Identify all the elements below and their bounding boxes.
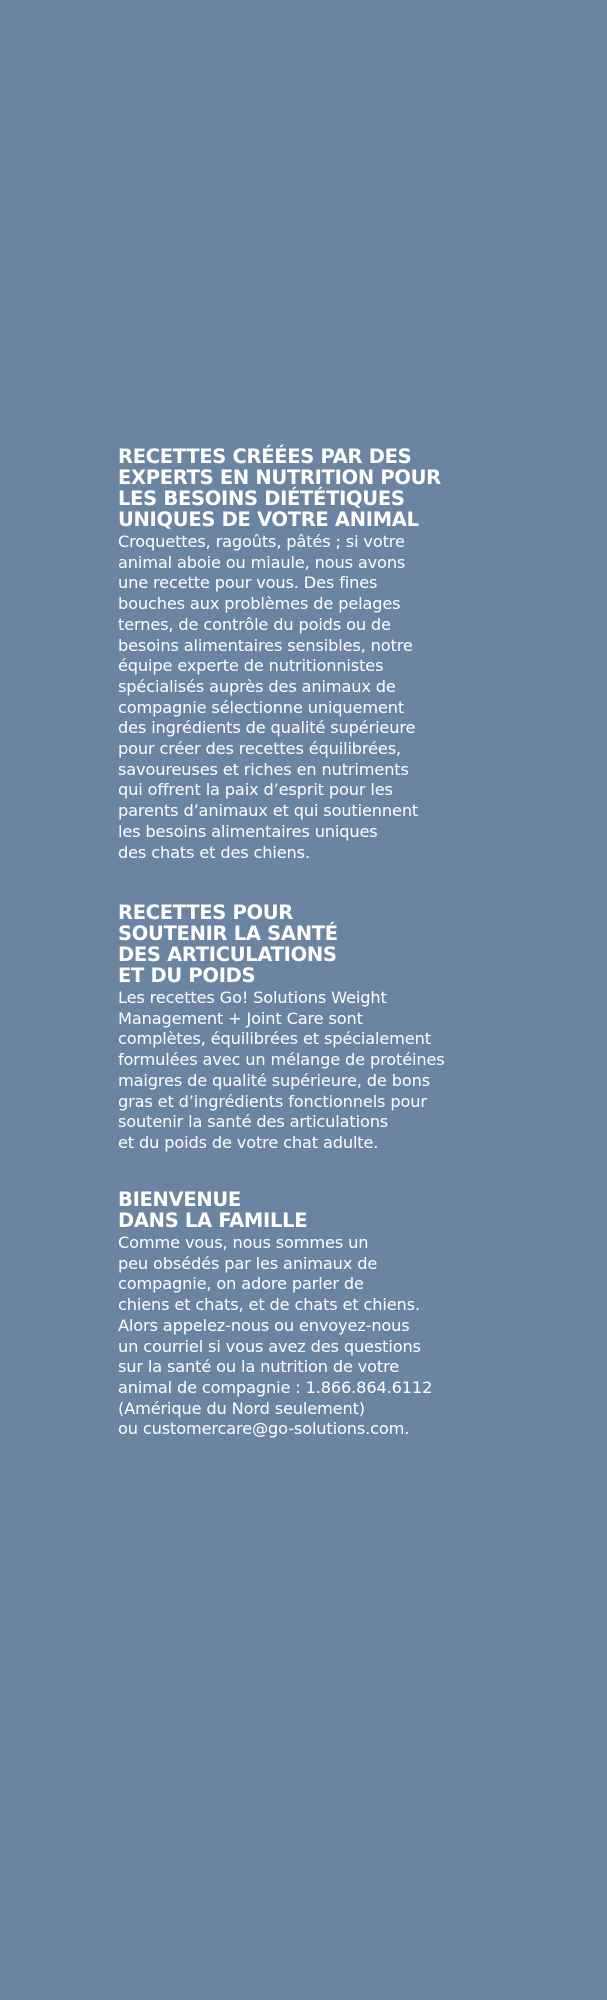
body-line: équipe experte de nutritionnistes <box>118 656 384 676</box>
body-line: maigres de qualité supérieure, de bons <box>118 1070 430 1090</box>
body-line: sur la santé ou la nutrition de votre <box>118 1357 400 1377</box>
body-line: compagnie sélectionne uniquement <box>118 697 405 717</box>
section-heading <box>118 446 598 530</box>
heading-line: ET DU POIDS <box>118 964 256 987</box>
heading-line: RECETTES CRÉÉES PAR DES <box>118 445 412 468</box>
body-line: un courriel si vous avez des questions <box>118 1336 421 1356</box>
body-line: pour créer des recettes équilibrées, <box>118 739 401 759</box>
body-line: savoureuses et riches en nutriments <box>118 759 409 779</box>
heading-line: BIENVENUE <box>118 1188 241 1211</box>
section-joint-weight <box>118 902 445 1154</box>
section-body <box>118 988 445 1154</box>
body-line: (Amérique du Nord seulement) <box>118 1398 365 1418</box>
body-line: animal de compagnie : 1.866.864.6112 <box>118 1377 433 1397</box>
body-line: formulées avec un mélange de protéines <box>118 1050 445 1070</box>
body-line: animal aboie ou miaule, nous avons <box>118 552 406 572</box>
body-line: bouches aux problèmes de pelages <box>118 594 401 614</box>
body-line: ou customercare@go-solutions.com. <box>118 1419 410 1439</box>
body-line: soutenir la santé des articulations <box>118 1112 389 1132</box>
heading-line: EXPERTS EN NUTRITION POUR <box>118 466 441 489</box>
body-line: compagnie, on adore parler de <box>118 1274 364 1294</box>
heading-line: RECETTES POUR <box>118 901 293 924</box>
body-line: gras et d’ingrédients fonctionnels pour <box>118 1091 427 1111</box>
body-line: besoins alimentaires sensibles, notre <box>118 635 413 655</box>
body-line: qui offrent la paix d’esprit pour les <box>118 780 393 800</box>
body-line: spécialisés auprès des animaux de <box>118 676 396 696</box>
section-expert-recipes <box>118 446 598 863</box>
body-line: Alors appelez-nous ou envoyez-nous <box>118 1315 410 1335</box>
body-line: Comme vous, nous sommes un <box>118 1233 369 1252</box>
body-line: parents d’animaux et qui soutiennent <box>118 801 419 821</box>
body-line: les besoins alimentaires uniques <box>118 821 378 841</box>
body-line: Croquettes, ragoûts, pâtés ; si votre <box>118 532 405 551</box>
body-line: des chats et des chiens. <box>118 842 310 862</box>
section-heading <box>118 902 445 986</box>
heading-line: UNIQUES DE VOTRE ANIMAL <box>118 508 419 531</box>
section-heading <box>118 1189 432 1231</box>
body-line: des ingrédients de qualité supérieure <box>118 718 416 738</box>
heading-line: LES BESOINS DIÉTÉTIQUES <box>118 487 405 510</box>
body-line: et du poids de votre chat adulte. <box>118 1132 379 1152</box>
body-line: complètes, équilibrées et spécialement <box>118 1029 431 1049</box>
heading-line: DANS LA FAMILLE <box>118 1209 308 1232</box>
body-line: Management + Joint Care sont <box>118 1008 363 1028</box>
body-line: peu obsédés par les animaux de <box>118 1253 378 1273</box>
section-body <box>118 1233 432 1440</box>
heading-line: SOUTENIR LA SANTÉ <box>118 922 338 945</box>
body-line: Les recettes Go! Solutions Weight <box>118 988 387 1007</box>
body-line: ternes, de contrôle du poids ou de <box>118 614 391 634</box>
heading-line: DES ARTICULATIONS <box>118 943 337 966</box>
section-welcome <box>118 1189 432 1440</box>
body-line: une recette pour vous. Des fines <box>118 573 378 593</box>
body-line: chiens et chats, et de chats et chiens. <box>118 1295 420 1315</box>
section-body <box>118 532 598 863</box>
text-column <box>118 445 598 1439</box>
